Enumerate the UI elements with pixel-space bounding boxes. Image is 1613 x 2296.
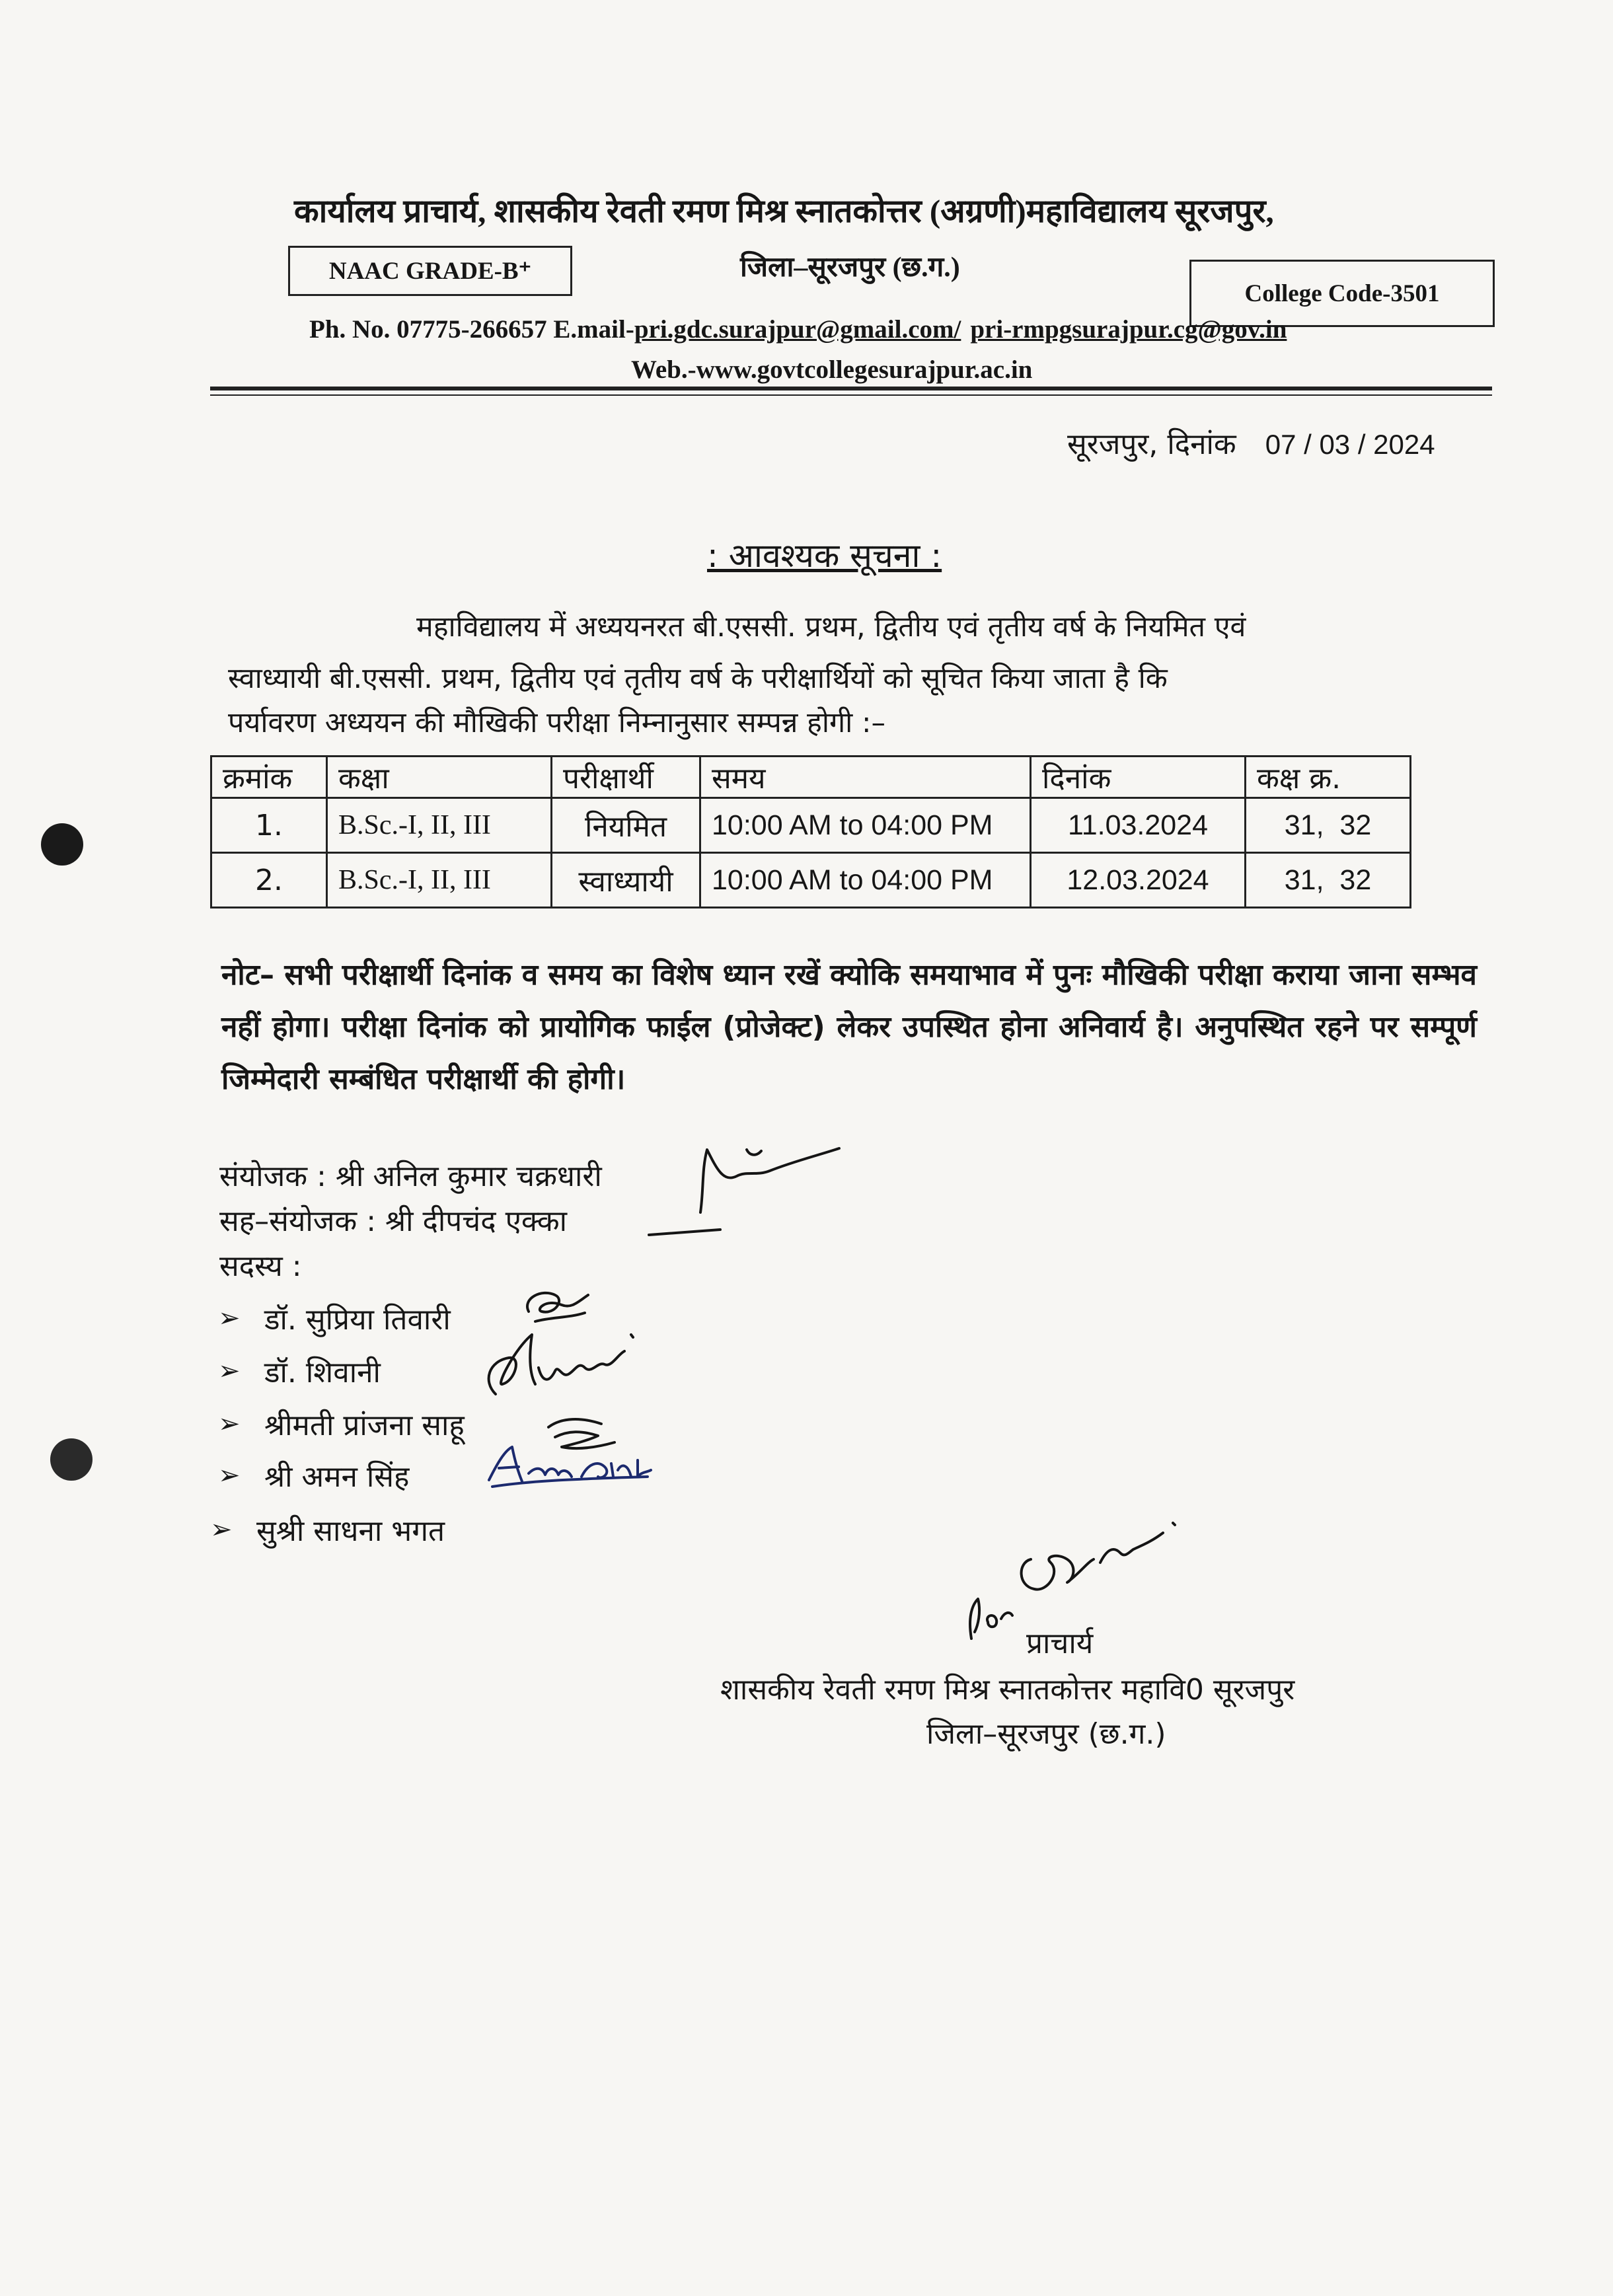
date-label: सूरजपुर, दिनांक [1067,427,1236,461]
header-time: समय [700,757,1031,798]
principal-district: जिला–सूरजपुर (छ.ग.) [926,1717,1166,1751]
table-row [211,798,1411,853]
co-convener: सह–संयोजक : श्री दीपचंद एक्का [219,1204,568,1238]
member-name: डॉ. सुप्रिया तिवारी [264,1303,451,1337]
arrow-bullet-icon: ➢ [218,1409,241,1439]
cell-time: 10:00 AM to 04:00 PM [700,798,1031,853]
cell-examinee: स्वाध्यायी [552,853,700,908]
arrow-bullet-icon: ➢ [218,1303,241,1333]
header-class: कक्षा [327,757,552,798]
member-signature-2 [469,1321,641,1407]
cell-examinee: नियमित [552,798,700,853]
note-paragraph: नोट– सभी परीक्षार्थी दिनांक व समय का विशेष ध्यान रखें क्योकि समयाभाव में पुनः मौखिकी परीक्षा कराया जाना सम्भव नहीं होगा। परीक्षा दिनांक को प्रायोगिक फाईल (प्रोजेक्ट) लेकर उपस्थित होना अनिवार्य है। अनुपस्थित रहने पर सम्पूर्ण जिम्मेदारी सम्बंधित परीक्षार्थी की होगी। [221,958,1477,1096]
member-item [210,1510,445,1549]
convener: संयोजक : श्री अनिल कुमार चक्रधारी [219,1160,602,1193]
members-label: सदस्य : [219,1249,302,1283]
arrow-bullet-icon: ➢ [210,1514,233,1545]
cell-time: 10:00 AM to 04:00 PM [700,853,1031,908]
convener-signature [687,1130,846,1222]
notice-body-line-1: महाविद्यालय में अध्ययनरत बी.एससी. प्रथम, द्वितीय एवं तृतीय वर्ष के नियमित एवं [416,611,1246,644]
schedule-table [210,755,1411,908]
header-rule-thin [210,394,1492,396]
cell-serial: 1. [211,798,327,853]
member-item [218,1298,451,1338]
email-link-2[interactable]: pri-rmpgsurajpur.cg@gov.in [970,315,1287,344]
naac-grade: NAAC GRADE-B⁺ [328,258,532,285]
notice-body-line-3: पर्यावरण अध्ययन की मौखिकी परीक्षा निम्नानुसार सम्पन्न होगी :– [228,706,885,739]
member-item [218,1456,409,1495]
notice-heading: : आवश्यक सूचना : [707,537,942,575]
cell-class: B.Sc.-I, II, III [327,798,552,853]
arrow-bullet-icon: ➢ [218,1356,241,1386]
cell-serial: 2. [211,853,327,908]
punch-hole-top [41,823,83,866]
table-header-row [211,757,1411,798]
office-title: कार्यालय प्राचार्य, शासकीय रेवती रमण मिश्र स्नातकोत्तर (अग्रणी)महाविद्यालय सूरजपुर, [294,193,1274,229]
phone-email-label: Ph. No. 07775-266657 E.mail- [309,315,634,344]
co-convener-underline [648,1226,727,1239]
naac-grade-box [288,246,572,296]
arrow-bullet-icon: ➢ [218,1460,241,1491]
principal-college: शासकीय रेवती रमण मिश्र स्नातकोत्तर महावि0 सूरजपुर [720,1673,1295,1707]
header-room: कक्ष क्र. [1246,757,1411,798]
date-value: 07 / 03 / 2024 [1265,429,1435,460]
principal-title: प्राचार्य [1026,1627,1094,1660]
punch-hole-bottom [50,1438,93,1481]
college-code: College Code-3501 [1244,279,1440,307]
cell-room: 31, 32 [1246,798,1411,853]
member-name: श्रीमती प्रांजना साहू [264,1409,465,1442]
table-row [211,853,1411,908]
member-signature-4 [482,1440,654,1493]
notice-body-line-2: स्वाध्यायी बी.एससी. प्रथम, द्वितीय एवं तृतीय वर्ष के परीक्षार्थियों को सूचित किया जाता है कि [228,662,1168,695]
cell-date: 11.03.2024 [1031,798,1246,853]
cell-date: 12.03.2024 [1031,853,1246,908]
member-item [218,1351,381,1391]
website[interactable]: Web.-www.govtcollegesurajpur.ac.in [631,355,1033,384]
member-name: सुश्री साधना भगत [256,1514,445,1548]
header-examinee: परीक्षार्थी [552,757,700,798]
member-name: श्री अमन सिंह [264,1460,410,1494]
email-link-1[interactable]: pri.gdc.surajpur@gmail.com [634,315,954,344]
district: जिला–सूरजपुर (छ.ग.) [740,252,960,283]
header-serial: क्रमांक [211,757,327,798]
cell-class: B.Sc.-I, II, III [327,853,552,908]
member-name: डॉ. शिवानी [264,1356,381,1389]
header-rule-thick [210,387,1492,390]
header-date: दिनांक [1031,757,1246,798]
cell-room: 31, 32 [1246,853,1411,908]
date-line [1067,423,1435,463]
contact-line [309,315,1287,344]
member-item [218,1404,465,1444]
email-separator: / [954,315,961,344]
